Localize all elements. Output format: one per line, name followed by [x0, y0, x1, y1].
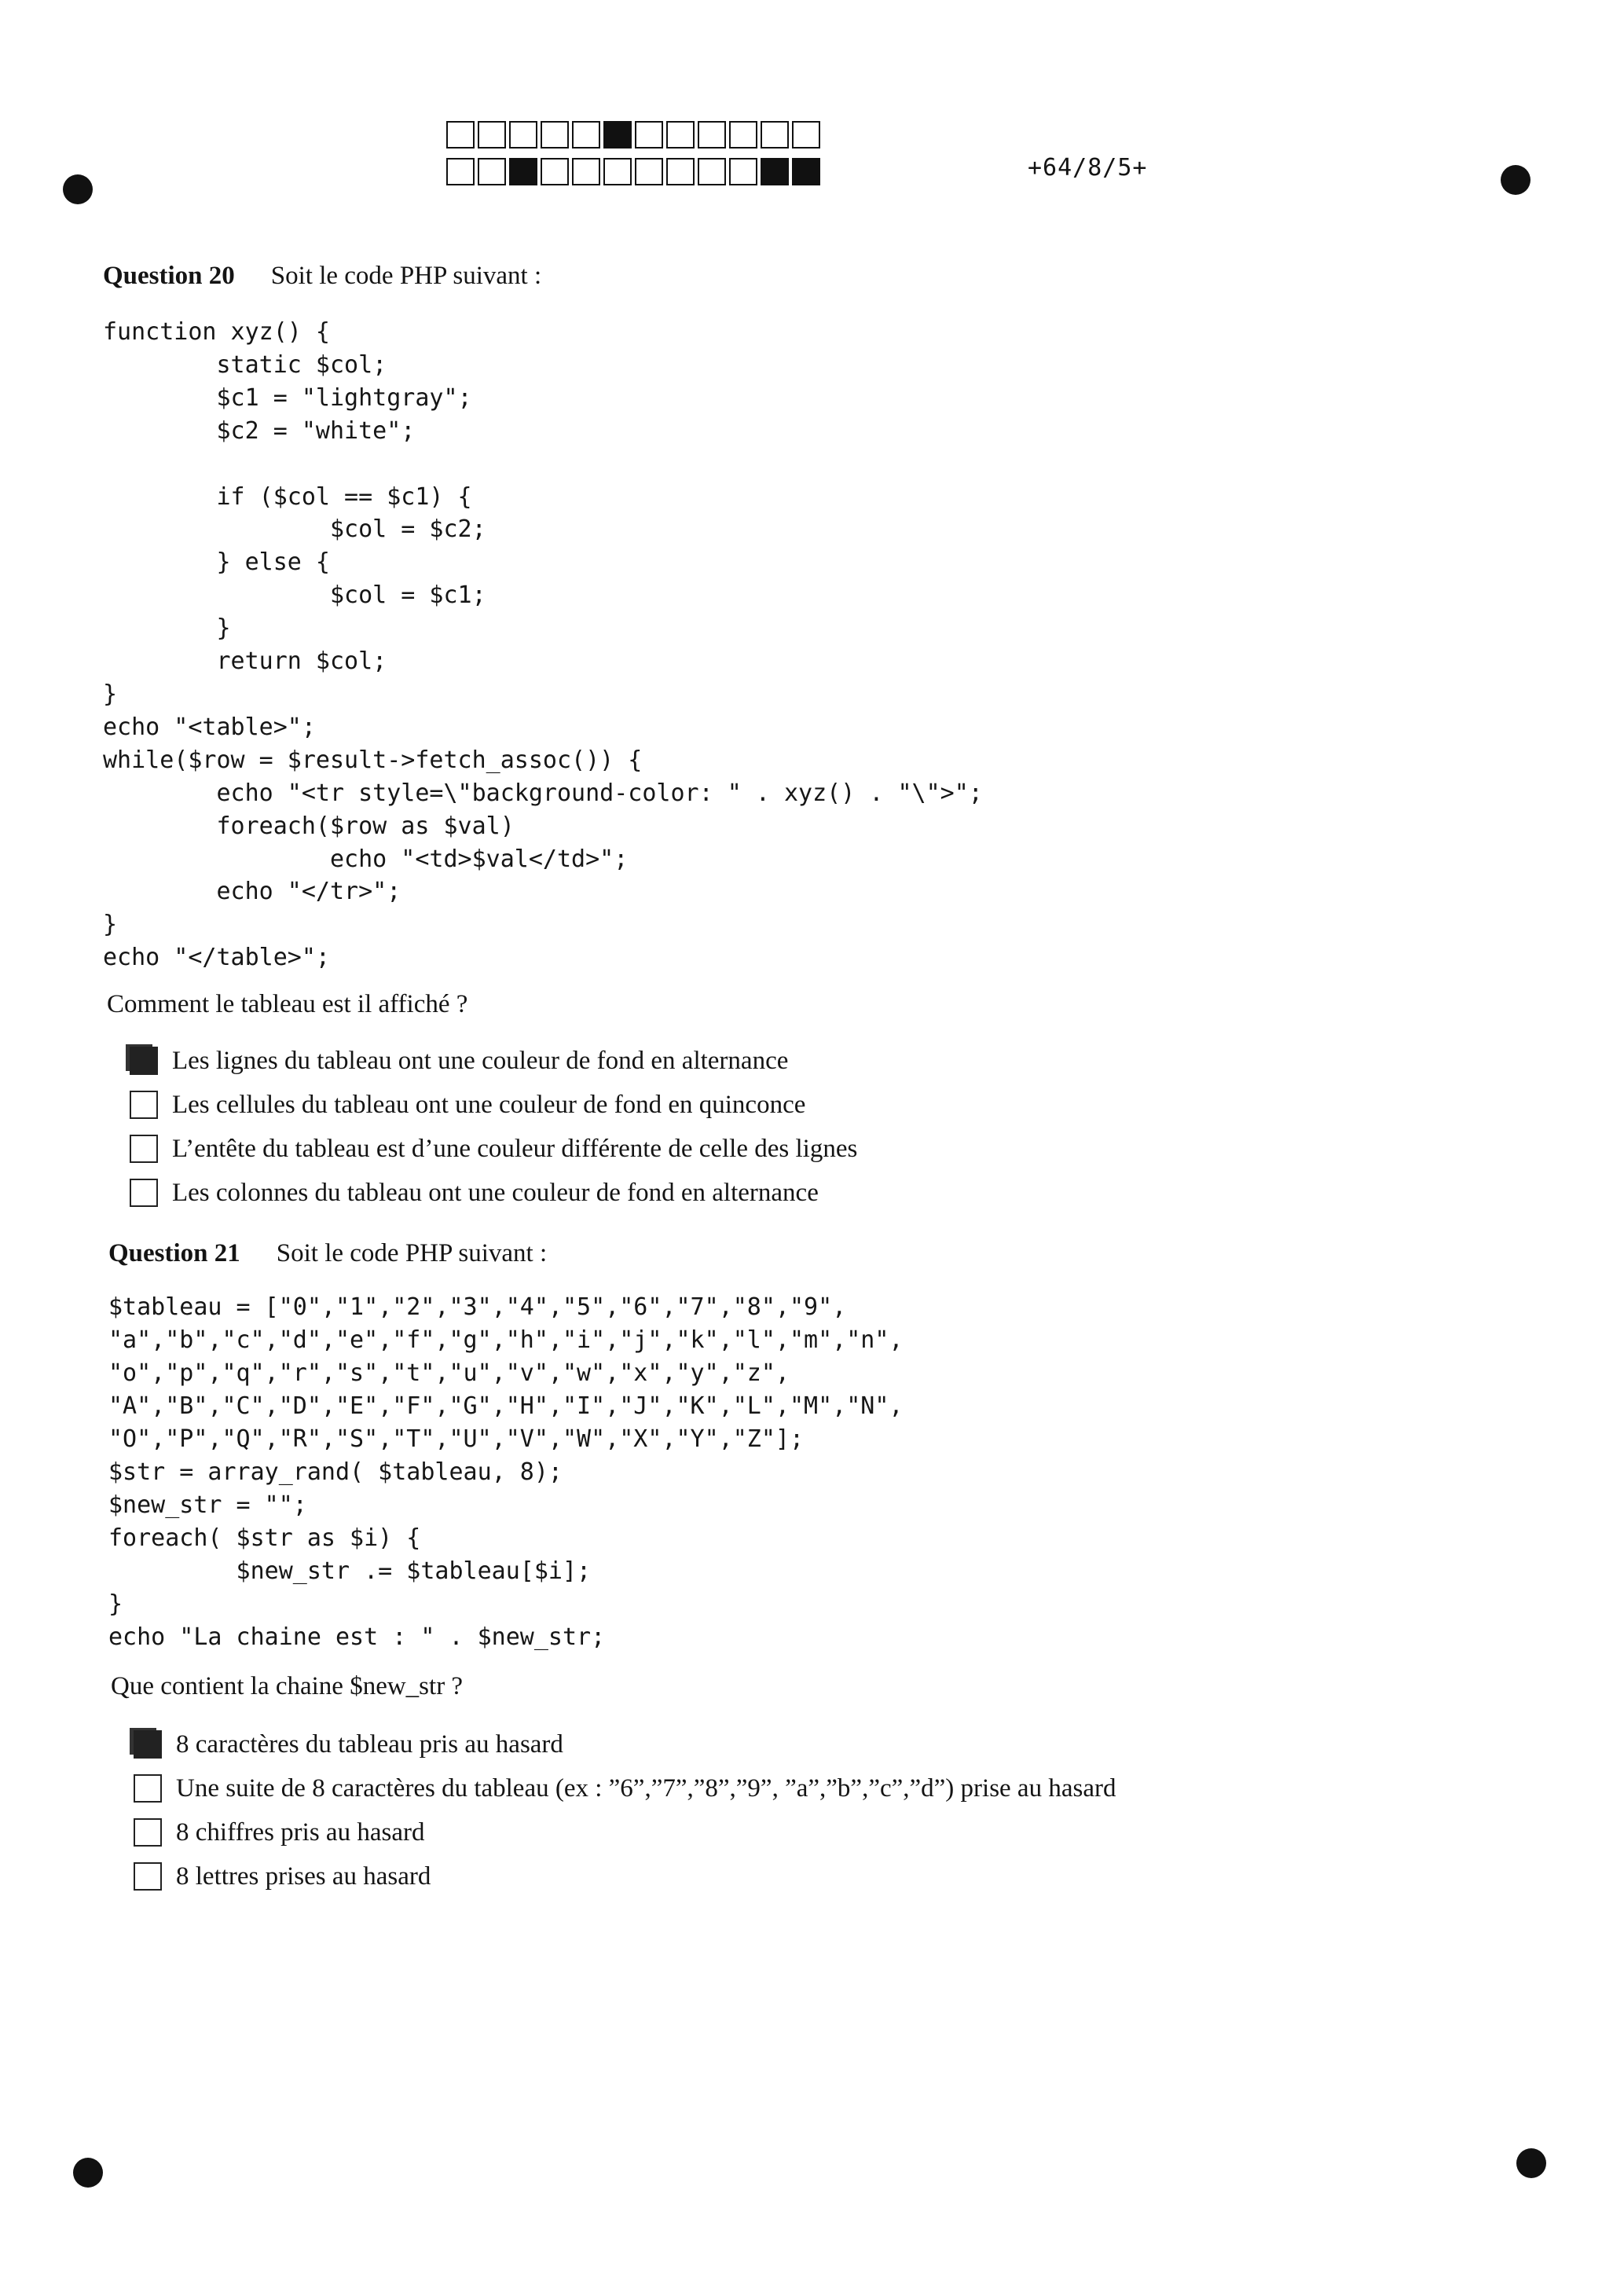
checkbox[interactable] [134, 1774, 162, 1803]
answer-option[interactable] [134, 1854, 1116, 1898]
checkbox[interactable] [134, 1818, 162, 1847]
answer-label: 8 chiffres pris au hasard [176, 1817, 425, 1847]
code-cell-empty [446, 121, 475, 149]
question-21-answers [134, 1722, 1116, 1898]
answer-option[interactable] [130, 1127, 857, 1171]
code-cell-empty [698, 158, 726, 185]
registration-mark-bottom-left [73, 2158, 103, 2188]
answer-option[interactable] [134, 1722, 1116, 1766]
answer-label: Les cellules du tableau ont une couleur de fond en quinconce [172, 1090, 806, 1119]
code-cell-empty [729, 121, 757, 149]
code-cell-empty [572, 158, 600, 185]
checkbox-checked[interactable] [134, 1730, 162, 1759]
code-cell-empty [603, 158, 632, 185]
registration-mark-top-right [1501, 165, 1531, 195]
code-cell-empty [478, 158, 506, 185]
answer-option[interactable] [134, 1810, 1116, 1854]
answer-label: Les colonnes du tableau ont une couleur de fond en alternance [172, 1178, 819, 1207]
question-intro: Soit le code PHP suivant : [270, 262, 542, 290]
code-cell-filled [761, 158, 789, 185]
code-cell-empty [635, 158, 663, 185]
code-cell-empty [635, 121, 663, 149]
checkbox[interactable] [134, 1862, 162, 1891]
answer-option[interactable] [130, 1083, 857, 1127]
question-20-header [103, 262, 541, 291]
answer-option[interactable] [130, 1171, 857, 1215]
code-cell-empty [446, 158, 475, 185]
question-20-answers [130, 1039, 857, 1215]
answer-label: L’entête du tableau est d’une couleur différente de celle des lignes [172, 1134, 858, 1163]
question-21-header [108, 1239, 547, 1268]
code-cell-empty [478, 121, 506, 149]
answer-label: 8 caractères du tableau pris au hasard [176, 1729, 563, 1759]
question-number: Question 21 [108, 1239, 240, 1267]
answer-label: 8 lettres prises au hasard [176, 1861, 431, 1891]
code-cell-filled [603, 121, 632, 149]
code-cell-empty [572, 121, 600, 149]
code-cell-empty [666, 158, 695, 185]
registration-mark-bottom-right [1516, 2148, 1546, 2178]
page-identifier: +64/8/5+ [1028, 154, 1148, 182]
code-cell-empty [792, 121, 820, 149]
answer-label: Les lignes du tableau ont une couleur de fond en alternance [172, 1046, 789, 1075]
checkbox[interactable] [130, 1091, 158, 1119]
code-cell-empty [541, 158, 569, 185]
registration-mark-top-left [63, 174, 93, 204]
question-20-code: function xyz() { static $col; $c1 = "lightgray"; $c2 = "white"; if ($col == $c1) { $col = $c2; } else { $col = $c1; } return $col; } echo "<table>"; while($row = $result->fetch_assoc()) { echo "<tr style=\"background-color: " . xyz() . "\">"; foreach($row as $val) echo "<td>$val</td>"; echo "</tr>"; } echo "</table>"; [103, 318, 983, 972]
checkbox-checked[interactable] [130, 1047, 158, 1075]
answer-option[interactable] [134, 1766, 1116, 1810]
code-cell-filled [792, 158, 820, 185]
checkbox[interactable] [130, 1135, 158, 1163]
code-cell-empty [541, 121, 569, 149]
question-21-prompt: Que contient la chaine $new_str ? [111, 1672, 464, 1700]
question-20-prompt: Comment le tableau est il affiché ? [107, 990, 468, 1018]
code-row-1 [446, 121, 823, 149]
answer-label: Une suite de 8 caractères du tableau (ex : ”6”,”7”,”8”,”9”, ”a”,”b”,”c”,”d”) prise au hasard [176, 1773, 1116, 1803]
code-cell-empty [729, 158, 757, 185]
code-row-2 [446, 158, 823, 185]
checkbox[interactable] [130, 1179, 158, 1207]
code-cell-empty [698, 121, 726, 149]
id-code-boxes [446, 121, 823, 195]
code-cell-empty [666, 121, 695, 149]
question-intro: Soit le code PHP suivant : [276, 1239, 548, 1267]
answer-option[interactable] [130, 1039, 857, 1083]
question-number: Question 20 [103, 262, 235, 290]
code-cell-empty [761, 121, 789, 149]
question-21-code: $tableau = ["0","1","2","3","4","5","6","7","8","9", "a","b","c","d","e","f","g","h","i","j","k","l","m","n", "o","p","q","r","s","t","u","v","w","x","y","z", "A","B","C","D","E","F","G","H","I","J","K","L","M","N", "O","P","Q","R","S","T","U","V","W","X","Y","Z"]; $str = array_rand( $tableau, 8); $new_str = ""; foreach( $str as $i) { $new_str .= $tableau[$i]; } echo "La chaine est : " . $new_str; [108, 1293, 904, 1651]
code-cell-filled [509, 158, 537, 185]
code-cell-empty [509, 121, 537, 149]
